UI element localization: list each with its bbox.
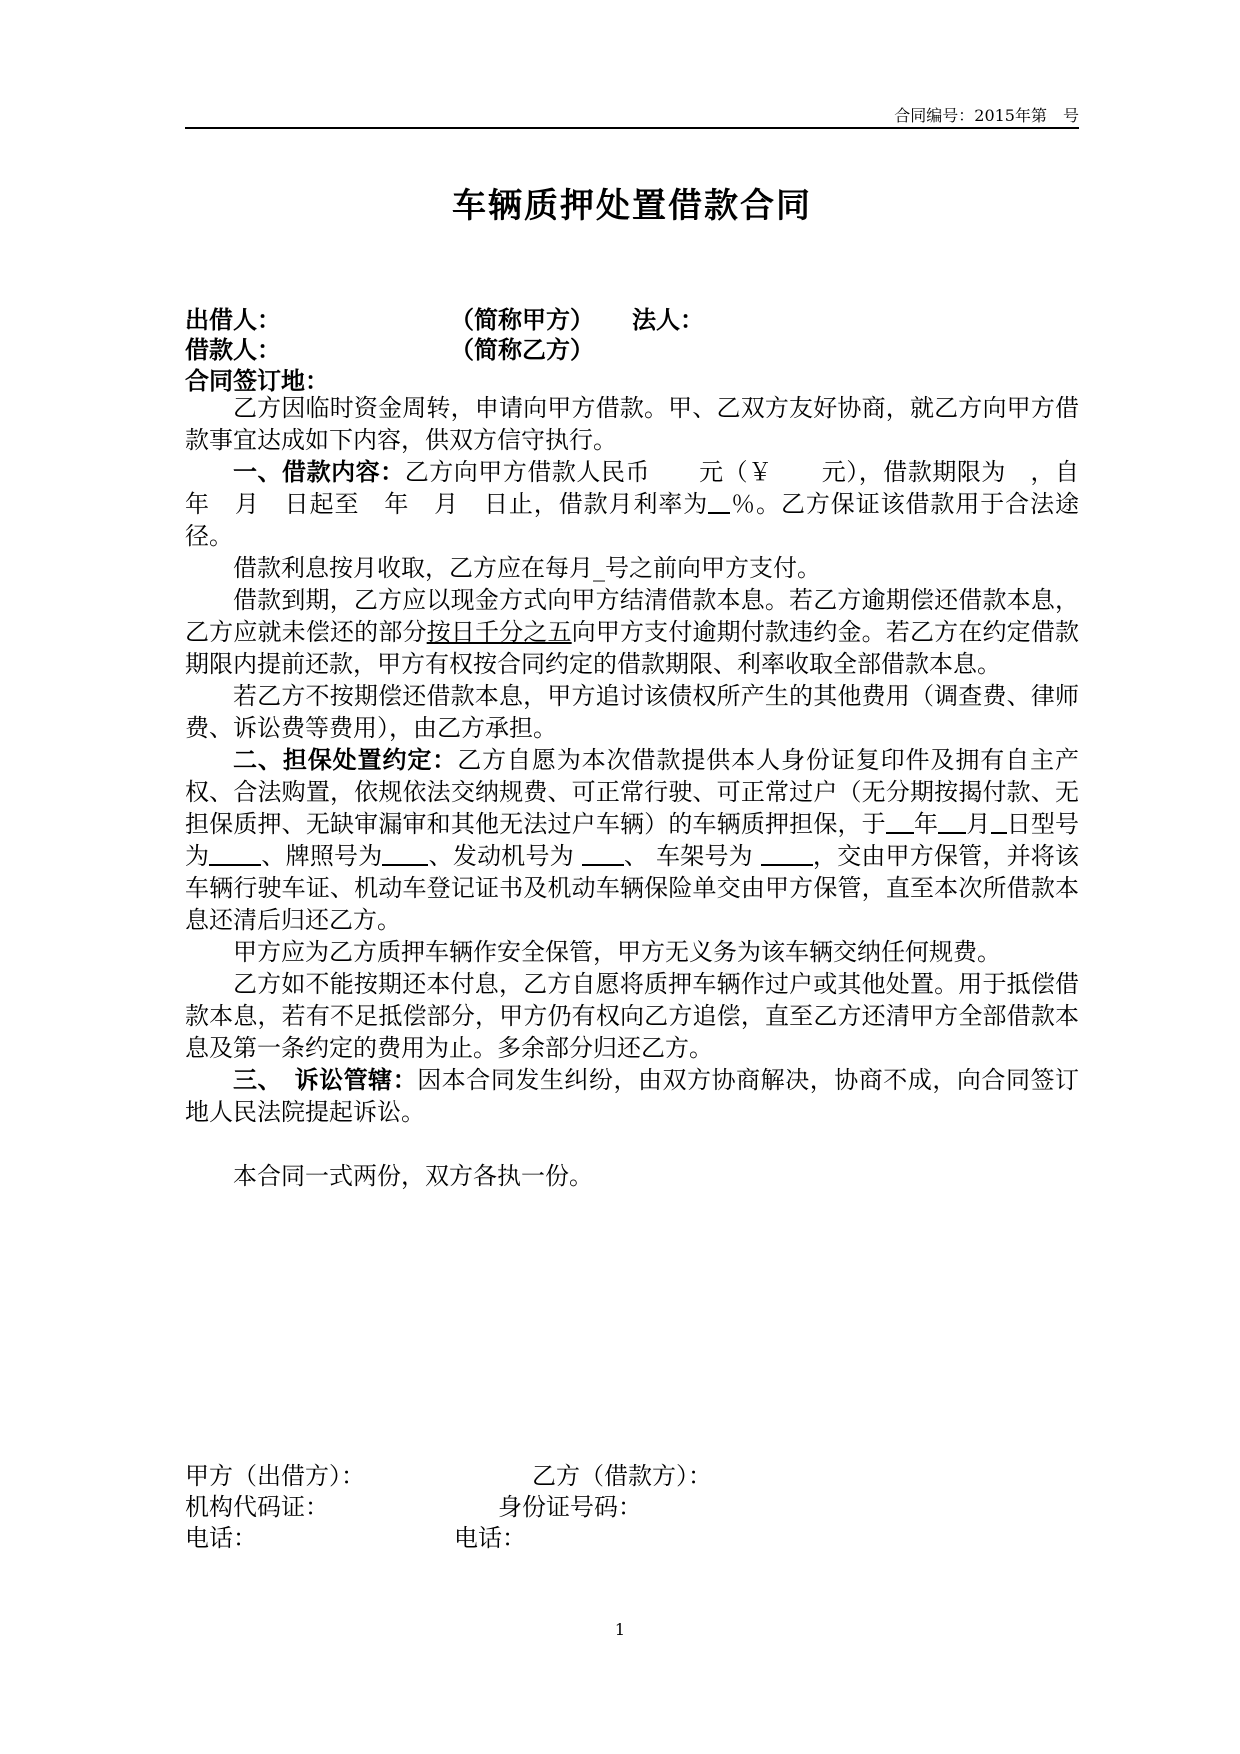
- intro-paragraph: 乙方因临时资金周转，申请向甲方借款。甲、乙双方友好协商，就乙方向甲方借款事宜达成如下内容，供双方信守执行。: [185, 394, 1079, 454]
- page-number: 1: [614, 1620, 626, 1639]
- document-title: 车辆质押处置借款合同: [452, 186, 812, 226]
- guarantee-paragraph: 二、担保处置约定：乙方自愿为本次借款提供本人身份证复印件及拥有自主产权、合法购置，依规依法交纳规费、可正常行驶、可正常过户（无分期按揭付款、无担保质押、无缺审漏审和其他无法过户车辆）的车辆质押担保，于 年 月 日型号为 、牌照号为 、发动机号为 、 车架号为 ，交由甲方保管，并将该车辆行驶车证、机动车登记证书及机动车辆保险单交由甲方保管，直至本次所借款本息还清后归还乙方。: [185, 746, 1080, 934]
- section-2-heading: 二、担保处置约定：: [233, 746, 458, 774]
- legal-rep-label: 法人：: [632, 306, 704, 334]
- contract-body: [185, 392, 1104, 1192]
- party-b-phone-label: 电话：: [454, 1524, 526, 1552]
- org-code-label: 机构代码证：: [185, 1493, 329, 1521]
- party-a-phone-label: 电话：: [185, 1524, 257, 1552]
- signing-place-label: 合同签订地：: [185, 367, 329, 395]
- penalty-rate: 按日千分之五: [426, 618, 572, 646]
- party-a-signature-label: 甲方（出借方）：: [185, 1462, 365, 1490]
- loan-terms-paragraph: 一、借款内容：乙方向甲方借款人民币 元（￥ 元），借款期限为 ，自 年 月 日起至 年 月 日止，借款月利率为 ％。乙方保证该借款用于合法途径。: [185, 458, 1104, 550]
- section-3-heading: 三、 诉讼管辖：: [233, 1066, 418, 1094]
- borrower-label: 借款人：: [185, 336, 281, 364]
- party-b-signature-label: 乙方（借款方）：: [532, 1462, 712, 1490]
- default-paragraph: 乙方如不能按期还本付息，乙方自愿将质押车辆作过户或其他处置。用于抵偿借款本息，若有不足抵偿部分，甲方仍有权向乙方追偿，直至乙方还清甲方全部借款本息及第一条约定的费用为止。多余部分归还乙方。: [185, 970, 1079, 1062]
- custody-paragraph: 甲方应为乙方质押车辆作安全保管，甲方无义务为该车辆交纳任何规费。: [233, 938, 1001, 966]
- header-rule: [185, 127, 1079, 129]
- costs-paragraph: 若乙方不按期偿还借款本息，甲方追讨该债权所产生的其他费用（调查费、律师费、诉讼费等费用），由乙方承担。: [185, 682, 1079, 742]
- contract-number: 合同编号：2015年第 号: [894, 106, 1079, 125]
- id-number-label: 身份证号码：: [498, 1493, 642, 1521]
- jurisdiction-paragraph: 三、 诉讼管辖：因本合同发生纠纷，由双方协商解决，协商不成，向合同签订地人民法院提起诉讼。: [185, 1066, 1080, 1126]
- lender-label: 出借人：: [185, 306, 281, 334]
- interest-paragraph: 借款利息按月收取，乙方应在每月_号之前向甲方支付。: [233, 554, 821, 582]
- section-1-heading: 一、借款内容：: [233, 458, 405, 486]
- borrower-abbr: （简称乙方）: [450, 336, 594, 364]
- maturity-paragraph: 借款到期，乙方应以现金方式向甲方结清借款本息。若乙方逾期偿还借款本息，乙方应就未偿还的部分按日千分之五向甲方支付逾期付款违约金。若乙方在约定借款期限内提前还款，甲方有权按合同约定的借款期限、利率收取全部借款本息。: [185, 586, 1080, 678]
- copies-paragraph: 本合同一式两份，双方各执一份。: [233, 1162, 593, 1190]
- lender-abbr: （简称甲方）: [450, 306, 594, 334]
